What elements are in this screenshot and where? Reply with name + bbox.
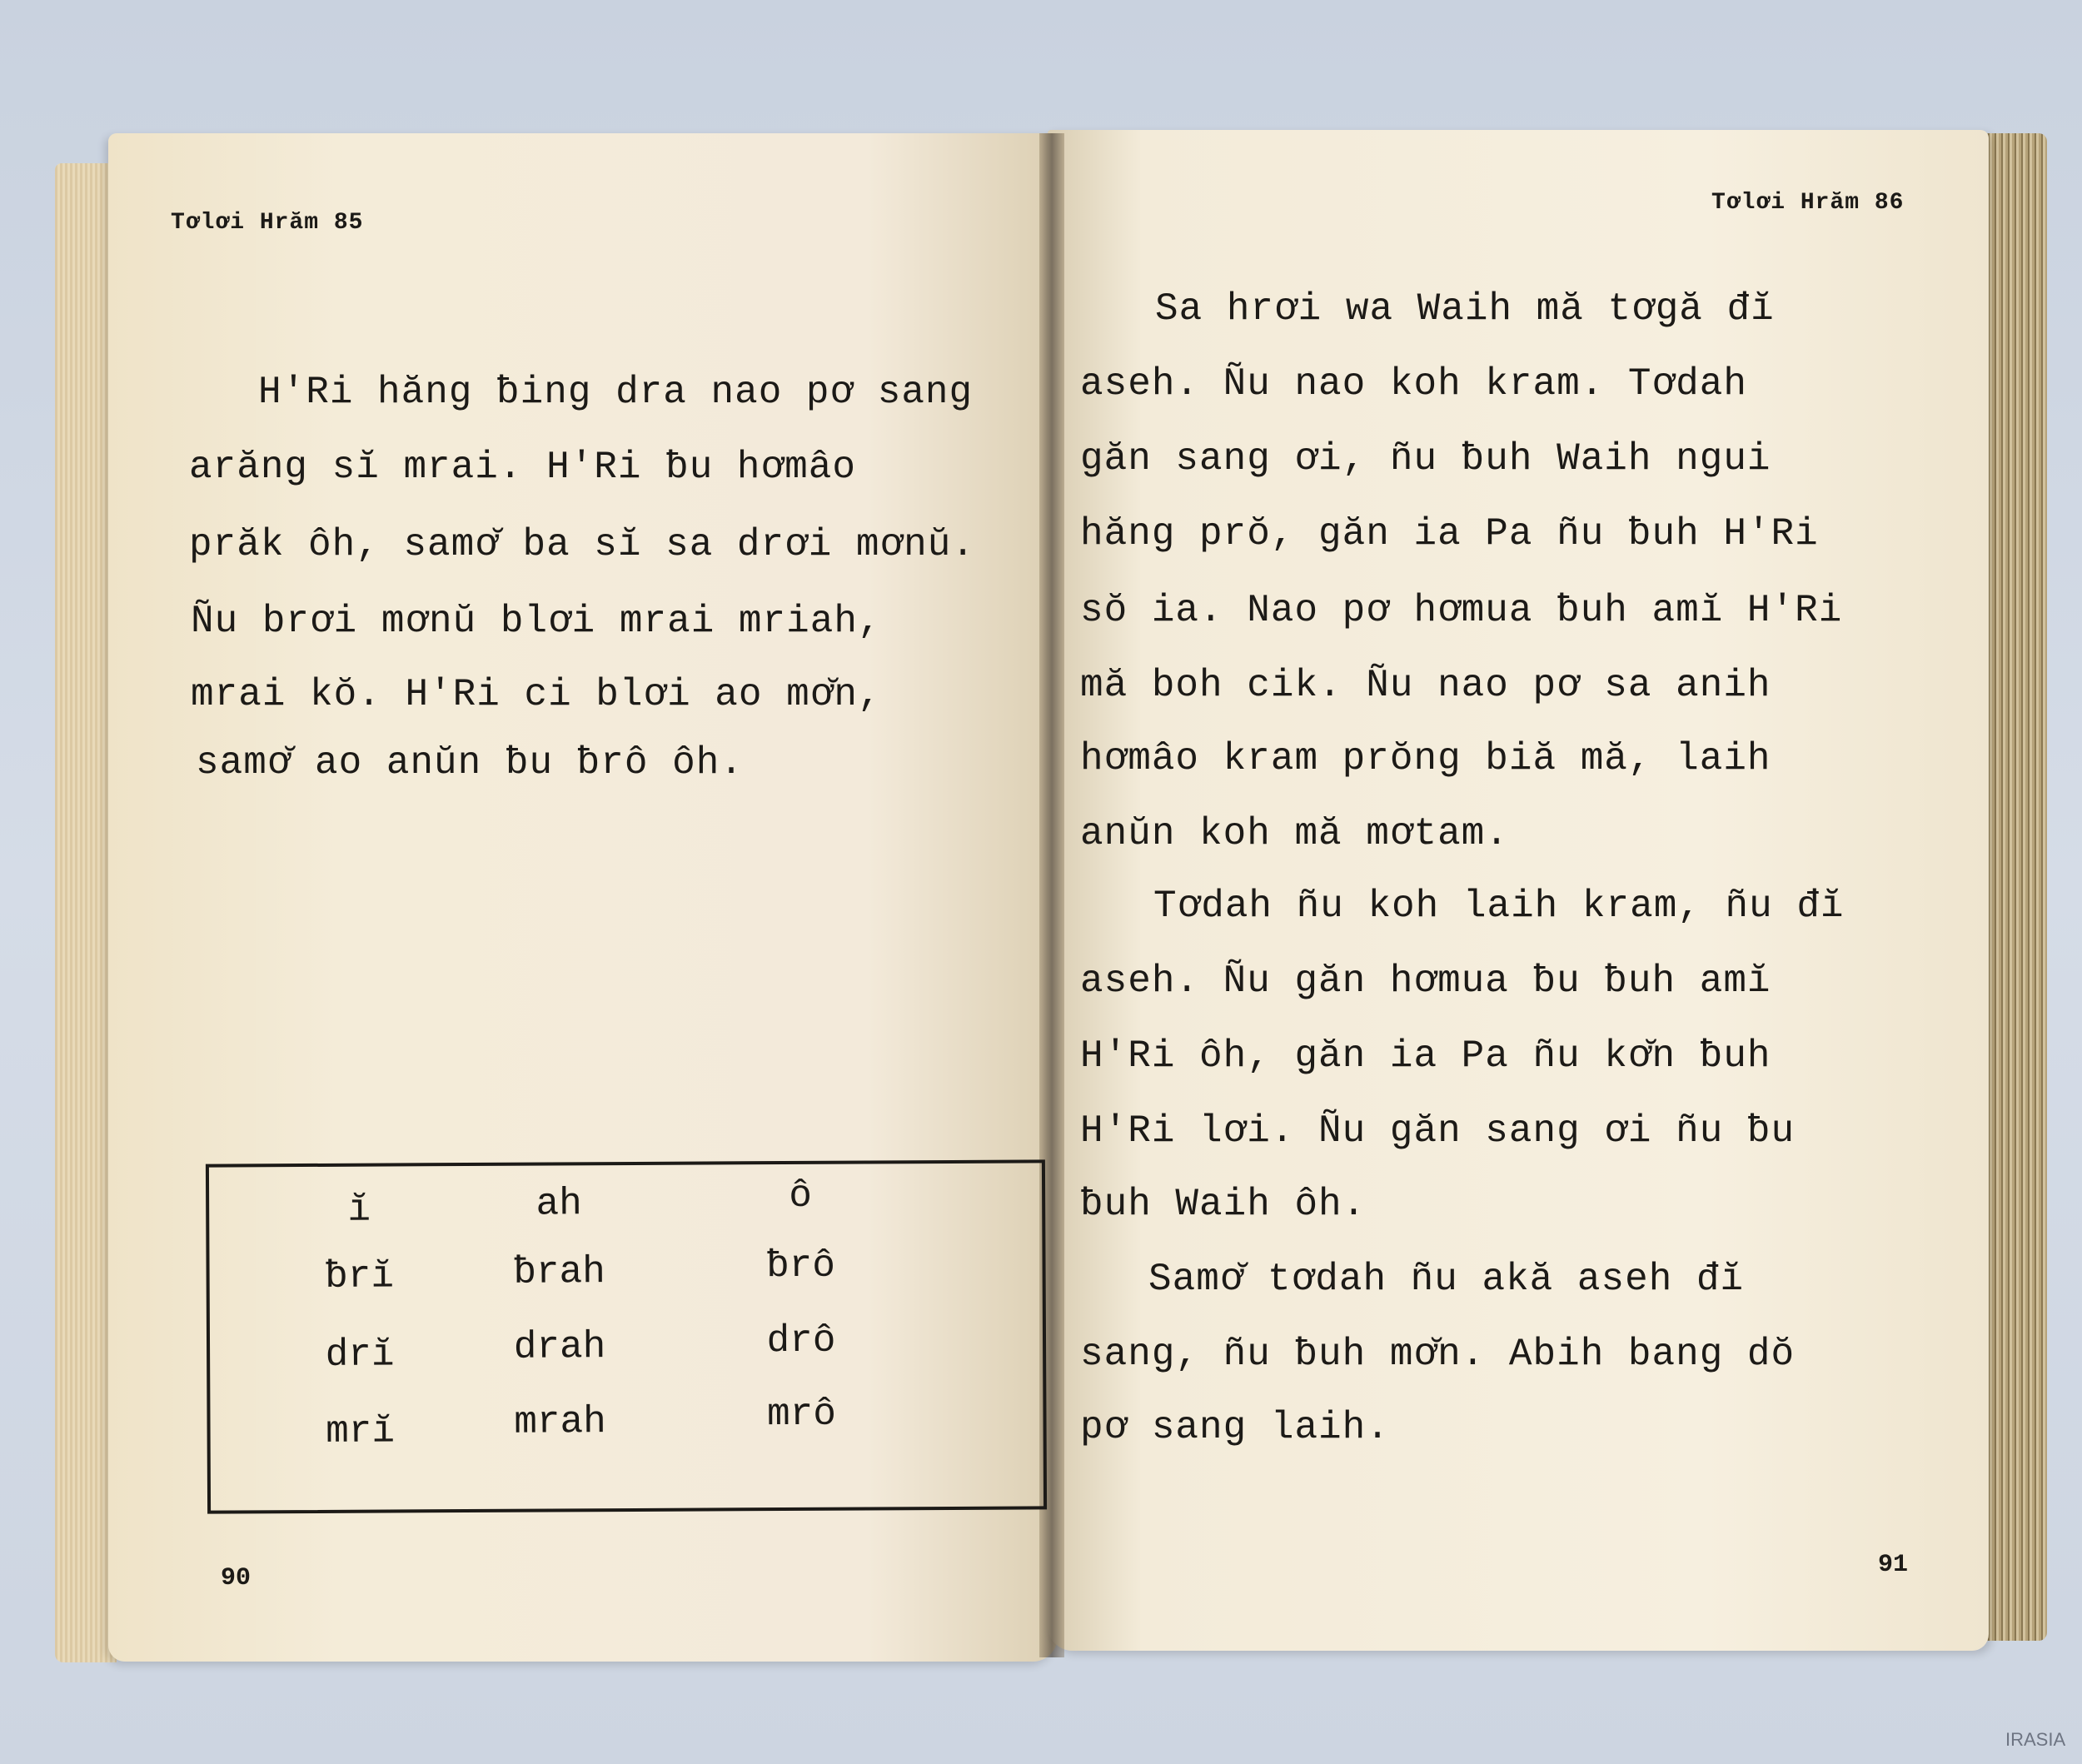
text-line: găn sang ơi, ñu ƀuh Waih ngui [1080, 437, 1771, 481]
syllable-cell: mrô [766, 1392, 837, 1437]
text-line: mrai kŏ. H'Ri ci blơi ao mơ̆n, [191, 673, 882, 716]
text-line: Ñu brơi mơnŭ blơi mrai mriah, [191, 600, 882, 643]
text-line: sang, ñu ƀuh mơ̆n. Abih bang dŏ [1080, 1333, 1796, 1376]
syllable-cell: ƀrĭ [325, 1254, 395, 1298]
text-line: hăng prŏ, găn ia Pa ñu ƀuh H'Ri [1080, 512, 1819, 556]
text-line: prăk ôh, samơ̆ ba sĭ sa drơi mơnŭ. [189, 523, 975, 566]
syllable-cell: drĭ [325, 1333, 395, 1377]
right-page-header: Tơlơi Hrăm 86 [1711, 190, 1905, 216]
syllable-cell: ƀrô [765, 1243, 836, 1288]
text-line: anŭn koh mă mơtam. [1080, 812, 1509, 855]
watermark: IRASIA [2005, 1729, 2066, 1750]
syllable-column [284, 1166, 434, 1453]
syllable-table [206, 1159, 1047, 1513]
text-line: Samơ̆ tơdah ñu akă aseh đĭ [1148, 1258, 1745, 1301]
text-line: aseh. Ñu găn hơmua ƀu ƀuh amĭ [1080, 959, 1771, 1003]
right-page-number: 91 [1878, 1551, 1909, 1579]
text-line: mă boh cik. Ñu nao pơ sa anih [1080, 664, 1771, 707]
syllable-cell: ƀrah [513, 1250, 605, 1294]
left-page-edges [55, 163, 117, 1662]
syllable-cell: ô [789, 1174, 813, 1218]
text-line: H'Ri hăng ƀing dra nao pơ sang [258, 371, 974, 414]
syllable-cell: mrah [514, 1400, 606, 1444]
left-page-header: Tơlơi Hrăm 85 [171, 210, 364, 236]
syllable-cell: ĭ [347, 1188, 371, 1232]
text-line: H'Ri ôh, găn ia Pa ñu kơ̆n ƀuh [1080, 1034, 1771, 1078]
text-line: aseh. Ñu nao koh kram. Tơdah [1080, 362, 1747, 406]
text-line: H'Ri lơi. Ñu găn sang ơi ñu ƀu [1080, 1109, 1796, 1153]
syllable-cell: mrĭ [326, 1409, 396, 1453]
syllable-column [484, 1165, 634, 1444]
syllable-cell: ah [535, 1182, 582, 1226]
syllable-cell: drô [766, 1318, 836, 1363]
text-line: Tơdah ñu koh laih kram, ñu đĭ [1153, 884, 1845, 928]
text-line: arăng sĭ mrai. H'Ri ƀu hơmâo [189, 446, 856, 489]
text-line: hơmâo kram prŏng biă mă, laih [1080, 737, 1771, 780]
syllable-cell: drah [513, 1325, 606, 1369]
text-line: samơ̆ ao anŭn ƀu ƀrô ôh. [196, 741, 744, 785]
left-page-number: 90 [221, 1564, 252, 1592]
text-line: pơ sang laih. [1080, 1406, 1390, 1449]
text-line: ƀuh Waih ôh. [1080, 1183, 1367, 1226]
text-line: Sa hrơi wa Waih mă tơgă đĭ [1155, 287, 1775, 331]
text-line: sŏ ia. Nao pơ hơmua ƀuh amĭ H'Ri [1080, 589, 1843, 632]
